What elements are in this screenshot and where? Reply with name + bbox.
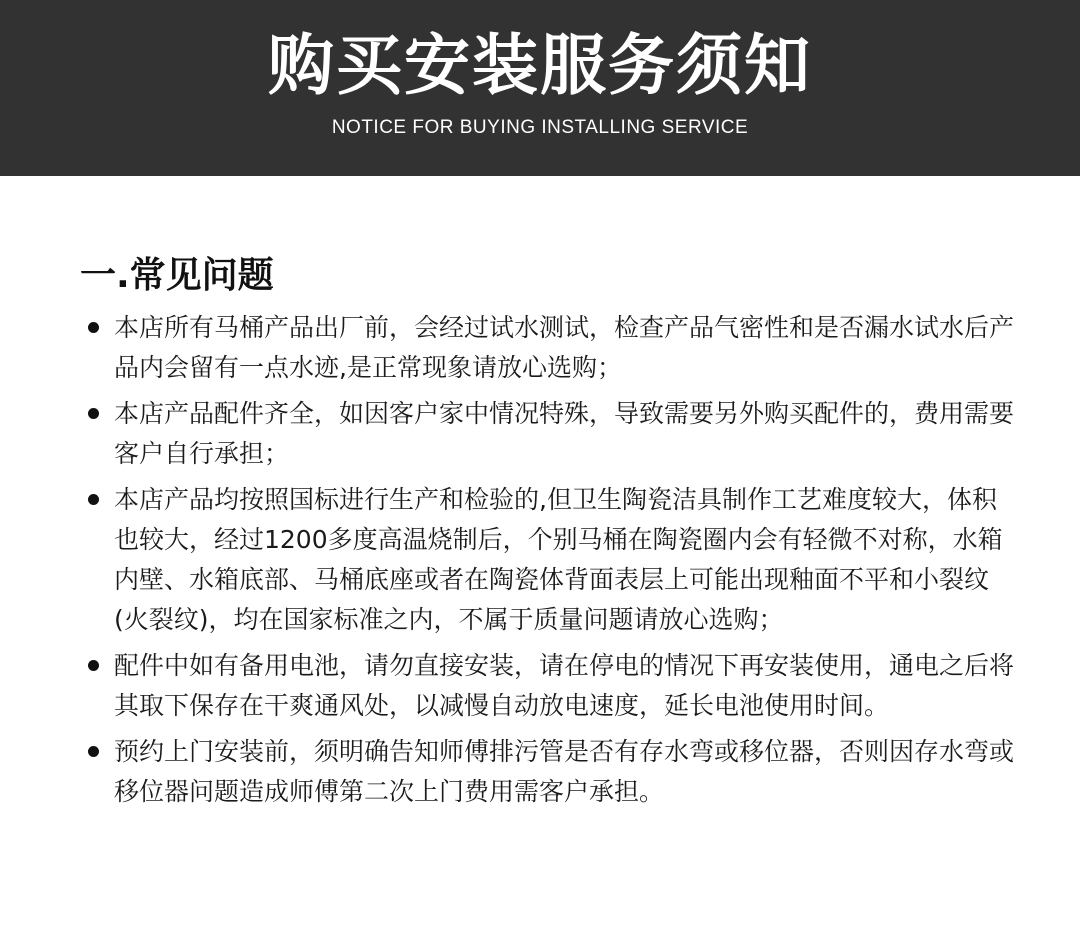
section-title: 一.常见问题 xyxy=(80,255,274,296)
page-subtitle: NOTICE FOR BUYING INSTALLING SERVICE xyxy=(331,117,749,138)
list-item xyxy=(84,308,1014,388)
bullet-icon xyxy=(88,322,99,333)
list-item-text: 配件中如有备用电池，请勿直接安装，请在停电的情况下再安装使用，通电之后将其取下保存在干爽通风处，以减慢自动放电速度，延长电池使用时间。 xyxy=(114,651,1015,720)
list-item-text: 本店产品均按照国标进行生产和检验的,但卫生陶瓷洁具制作工艺难度较大，体积也较大，经过1200多度高温烧制后，个别马桶在陶瓷圈内会有轻微不对称，水箱内壁、水箱底部、马桶底座或者在陶瓷体背面表层上可能出现釉面不平和小裂纹(火裂纹)，均在国家标准之内，不属于质量问题请放心选购； xyxy=(114,485,1003,634)
list-item xyxy=(84,646,1014,726)
bullet-icon xyxy=(88,746,99,757)
bullet-icon xyxy=(88,408,99,419)
list-item-text: 本店所有马桶产品出厂前，会经过试水测试，检查产品气密性和是否漏水试水后产品内会留有一点水迹,是正常现象请放心选购； xyxy=(114,313,1015,382)
bullet-icon xyxy=(88,494,99,505)
list-item-text: 本店产品配件齐全，如因客户家中情况特殊，导致需要另外购买配件的，费用需要客户自行承担； xyxy=(114,399,1015,468)
list-item xyxy=(84,480,1014,640)
list-item-text: 预约上门安装前，须明确告知师傅排污管是否有存水弯或移位器，否则因存水弯或移位器问题造成师傅第二次上门费用需客户承担。 xyxy=(114,737,1015,806)
list-item xyxy=(84,732,1014,812)
notice-list xyxy=(84,308,1014,818)
bullet-icon xyxy=(88,660,99,671)
page-title: 购买安装服务须知 xyxy=(268,27,812,104)
list-item xyxy=(84,394,1014,474)
header-banner xyxy=(0,0,1080,176)
